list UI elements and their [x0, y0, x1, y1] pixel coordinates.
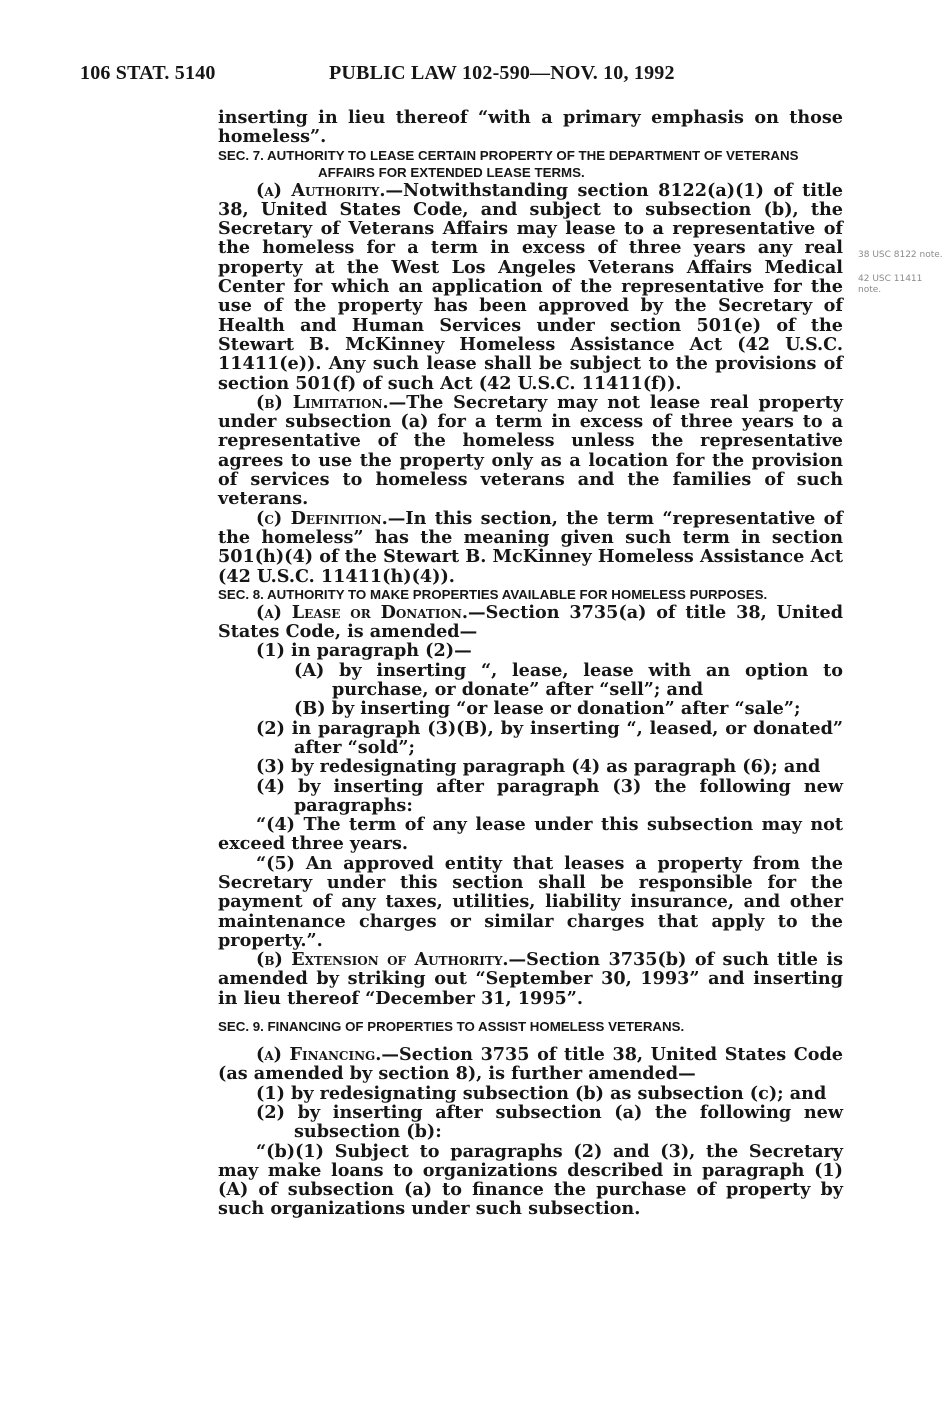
sec7-subsection-a: [218, 181, 843, 393]
stat-reference: 106 STAT. 5140: [80, 62, 216, 84]
section-8-heading: SEC. 8. AUTHORITY TO MAKE PROPERTIES AVAILABLE FOR HOMELESS PURPOSES.: [218, 586, 768, 602]
sec8-quoted-paragraph-4: “(4) The term of any lease under this subsection may not exceed three years.: [218, 814, 843, 855]
subsection-text: —In this section, the term “representative of the homeless” has the meaning given such term in section 501(h)(4) of the Stewart B. McKinney Homeless Assistance Act (42 U.S.C. 11411(h)(4)).: [218, 507, 843, 587]
side-note: 38 USC 8122 note.: [858, 250, 943, 260]
sec8-paragraph-3: (3) by redesignating paragraph (4) as paragraph (6); and: [256, 756, 821, 778]
subsection-text: —Section 3735(a) of title 38, United States Code, is amended—: [218, 601, 843, 643]
subsection-label: (a) Lease or Donation.: [256, 601, 469, 623]
sec8-paragraph-4: (4) by inserting after paragraph (3) the following new paragraphs:: [256, 775, 843, 816]
intro-paragraph: inserting in lieu thereof “with a primary emphasis on those homeless”.: [218, 107, 843, 148]
subsection-text: —Section 3735(b) of such title is amended by striking out “September 30, 1993” and inserting in lieu thereof “December 31, 1995”.: [218, 949, 843, 1009]
subsection-text: —Notwithstanding section 8122(a)(1) of title 38, United States Code, and subject to subsection (b), the Secretary of Veterans Affairs may lease to a representative of the homeless for a term in excess of three years any real property at the West Los Angeles Veterans Affairs Medical Center for which an application of the representative for the use of the property has been approved by the Secretary of Health and Human Services under section 501(e) of the Stewart B. McKinney Homeless Assistance Act (42 U.S.C. 11411(e)). Any such lease shall be subject to the provisions of section 501(f) of such Act (42 U.S.C. 11411(f)).: [218, 179, 843, 394]
sec8-subsection-a: [218, 603, 843, 642]
section-9-heading: SEC. 9. FINANCING OF PROPERTIES TO ASSIST HOMELESS VETERANS.: [218, 1019, 685, 1035]
subsection-label: (c) Definition.: [256, 507, 388, 529]
subsection-label: (b) Extension of Authority.: [256, 949, 509, 971]
law-title: PUBLIC LAW 102-590—NOV. 10, 1992: [329, 62, 675, 84]
subsection-label: (a) Authority.: [256, 179, 386, 201]
sec8-subparagraph-B: (B) by inserting “or lease or donation” after “sale”;: [294, 698, 801, 720]
sec8-paragraph-2: (2) in paragraph (3)(B), by inserting “, leased, or donated” after “sold”;: [256, 717, 843, 758]
side-note: 42 USC 11411 note.: [858, 274, 923, 295]
subsection-label: (b) Limitation.: [256, 391, 389, 413]
document-body: [218, 108, 843, 1219]
subsection-text: —The Secretary may not lease real property under subsection (a) for a term in excess of three years to a representative of the homeless unless the representative agrees to use the property only as a location for the provision of services to homeless veterans and the families of such veterans.: [218, 391, 843, 510]
subsection-label: (a) Financing.: [256, 1044, 382, 1066]
sec8-subsection-b: [218, 950, 843, 1008]
section-7-heading: SEC. 7. AUTHORITY TO LEASE CERTAIN PROPERTY OF THE DEPARTMENT OF VETERANS AFFAIRS FOR EXTENDED LEASE TERMS.: [218, 147, 799, 180]
sec9-subsection-a: [218, 1045, 843, 1084]
subsection-text: —Section 3735 of title 38, United States Code (as amended by section 8), is further amended—: [218, 1044, 843, 1085]
sec7-subsection-c: [218, 509, 843, 586]
sec8-quoted-paragraph-5: “(5) An approved entity that leases a property from the Secretary under this section shall be responsible for the payment of any taxes, utilities, liability insurance, and other maintenance charges or similar charges that apply to the property.”.: [218, 852, 843, 951]
sec8-subparagraph-A: (A) by inserting “, lease, lease with an option to purchase, or donate” after “sell”; and: [294, 659, 843, 701]
sec8-paragraph-1: (1) in paragraph (2)—: [256, 640, 472, 662]
sec9-paragraph-2: (2) by inserting after subsection (a) the following new subsection (b):: [256, 1101, 843, 1143]
sec7-subsection-b: [218, 393, 843, 509]
sec9-paragraph-1: (1) by redesignating subsection (b) as subsection (c); and: [256, 1082, 827, 1104]
sec9-quoted-subsection-b: “(b)(1) Subject to paragraphs (2) and (3), the Secretary may make loans to organizations described in paragraph (1)(A) of subsection (a) to finance the purchase of property by such organizations under such subsection.: [218, 1140, 843, 1220]
